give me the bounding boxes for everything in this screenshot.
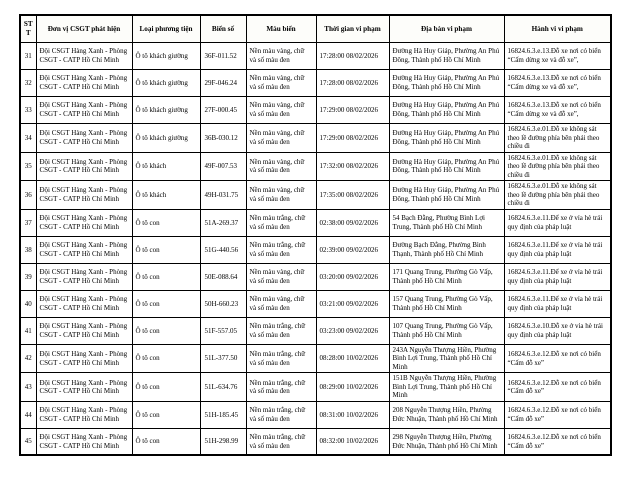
table-row — [20, 344, 611, 373]
table-row — [20, 152, 611, 181]
violations-table — [19, 14, 612, 456]
cell-time: 08:29:00 10/02/2026 — [316, 373, 389, 402]
cell-plate_color: Nền màu vàng, chữ và số màu đen — [246, 97, 316, 124]
cell-violation: 16824.6.3.e.12.Đỗ xe nơi có biển “Cấm đỗ xe” — [504, 373, 611, 402]
cell-stt: 36 — [20, 181, 36, 210]
table-row — [20, 428, 611, 455]
cell-stt: 37 — [20, 209, 36, 236]
cell-plate_color: Nền màu vàng, chữ và số màu đen — [246, 124, 316, 153]
cell-violation: 16824.6.3.e.12.Đỗ xe nơi có biển “Cấm đỗ xe” — [504, 344, 611, 373]
cell-plate: 50E-088.64 — [200, 263, 246, 290]
cell-time: 17:29:00 08/02/2026 — [316, 124, 389, 153]
cell-plate: 51L-377.50 — [200, 344, 246, 373]
cell-area: Đường Hà Huy Giáp, Phường An Phú Đông, Thành phố Hồ Chí Minh — [389, 43, 504, 70]
cell-vehicle_type: Ô tô con — [132, 209, 200, 236]
cell-area: Đường Bạch Đằng, Phường Bình Thạnh, Thành phố Hồ Chí Minh — [389, 236, 504, 263]
table-row — [20, 317, 611, 344]
table-row — [20, 401, 611, 428]
column-header-unit: Đơn vị CSGT phát hiện — [36, 15, 132, 43]
cell-plate_color: Nền màu trắng, chữ và số màu đen — [246, 344, 316, 373]
cell-vehicle_type: Ô tô con — [132, 401, 200, 428]
table-row — [20, 373, 611, 402]
column-header-area: Địa bàn vi phạm — [389, 15, 504, 43]
cell-violation: 16824.6.3.e.13.Đỗ xe nơi có biển “Cấm dừng xe và đỗ xe”, — [504, 97, 611, 124]
cell-unit: Đội CSGT Hàng Xanh - Phòng CSGT - CATP Hồ Chí Minh — [36, 124, 132, 153]
cell-unit: Đội CSGT Hàng Xanh - Phòng CSGT - CATP Hồ Chí Minh — [36, 428, 132, 455]
cell-time: 02:38:00 09/02/2026 — [316, 209, 389, 236]
cell-unit: Đội CSGT Hàng Xanh - Phòng CSGT - CATP Hồ Chí Minh — [36, 373, 132, 402]
cell-area: Đường Hà Huy Giáp, Phường An Phú Đông, Thành phố Hồ Chí Minh — [389, 152, 504, 181]
table-row — [20, 70, 611, 97]
table-row — [20, 124, 611, 153]
cell-area: 298 Nguyễn Thượng Hiền, Phường Đức Nhuận, Thành phố Hồ Chí Minh — [389, 428, 504, 455]
cell-plate_color: Nền màu vàng, chữ và số màu đen — [246, 263, 316, 290]
cell-violation: 16824.6.3.e.12.Đỗ xe nơi có biển “Cấm đỗ xe” — [504, 401, 611, 428]
cell-unit: Đội CSGT Hàng Xanh - Phòng CSGT - CATP Hồ Chí Minh — [36, 263, 132, 290]
cell-area: 151B Nguyễn Thượng Hiền, Phường Bình Lợi Trung, Thành phố Hồ Chí Minh — [389, 373, 504, 402]
column-header-vehicle_type: Loại phương tiện — [132, 15, 200, 43]
cell-plate: 51H-298.99 — [200, 428, 246, 455]
cell-plate: 49H-031.75 — [200, 181, 246, 210]
cell-area: Đường Hà Huy Giáp, Phường An Phú Đông, Thành phố Hồ Chí Minh — [389, 70, 504, 97]
cell-stt: 35 — [20, 152, 36, 181]
cell-stt: 31 — [20, 43, 36, 70]
cell-plate: 27F-000.45 — [200, 97, 246, 124]
cell-vehicle_type: Ô tô khách giường — [132, 124, 200, 153]
column-header-stt: STT — [20, 15, 36, 43]
cell-plate: 51L-634.76 — [200, 373, 246, 402]
cell-plate_color: Nền màu vàng, chữ và số màu đen — [246, 43, 316, 70]
cell-unit: Đội CSGT Hàng Xanh - Phòng CSGT - CATP Hồ Chí Minh — [36, 97, 132, 124]
cell-vehicle_type: Ô tô con — [132, 317, 200, 344]
cell-plate_color: Nền màu vàng, chữ và số màu đen — [246, 152, 316, 181]
cell-area: Đường Hà Huy Giáp, Phường An Phú Đông, Thành phố Hồ Chí Minh — [389, 97, 504, 124]
violations-table-body — [20, 43, 611, 456]
cell-plate_color: Nền màu trắng, chữ và số màu đen — [246, 401, 316, 428]
cell-vehicle_type: Ô tô khách giường — [132, 43, 200, 70]
table-row — [20, 263, 611, 290]
cell-plate_color: Nền màu vàng, chữ và số màu đen — [246, 70, 316, 97]
cell-unit: Đội CSGT Hàng Xanh - Phòng CSGT - CATP Hồ Chí Minh — [36, 70, 132, 97]
cell-stt: 34 — [20, 124, 36, 153]
cell-time: 08:28:00 10/02/2026 — [316, 344, 389, 373]
cell-plate: 49F-007.53 — [200, 152, 246, 181]
cell-violation: 16824.6.3.e.11.Để xe ở vỉa hè trái quy định của pháp luật — [504, 209, 611, 236]
cell-violation: 16824.6.3.e.11.Để xe ở vỉa hè trái quy định của pháp luật — [504, 263, 611, 290]
cell-time: 17:28:00 08/02/2026 — [316, 43, 389, 70]
column-header-violation: Hành vi vi phạm — [504, 15, 611, 43]
table-row — [20, 290, 611, 317]
column-header-plate: Biển số — [200, 15, 246, 43]
cell-unit: Đội CSGT Hàng Xanh - Phòng CSGT - CATP Hồ Chí Minh — [36, 43, 132, 70]
cell-area: 171 Quang Trung, Phường Gò Vấp, Thành phố Hồ Chí Minh — [389, 263, 504, 290]
cell-violation: 16824.6.3.e.13.Đỗ xe nơi có biển “Cấm dừng xe và đỗ xe”, — [504, 70, 611, 97]
table-header-row — [20, 15, 611, 43]
cell-unit: Đội CSGT Hàng Xanh - Phòng CSGT - CATP Hồ Chí Minh — [36, 236, 132, 263]
cell-plate_color: Nền màu trắng, chữ và số màu đen — [246, 373, 316, 402]
cell-unit: Đội CSGT Hàng Xanh - Phòng CSGT - CATP Hồ Chí Minh — [36, 152, 132, 181]
cell-area: 157 Quang Trung, Phường Gò Vấp, Thành phố Hồ Chí Minh — [389, 290, 504, 317]
cell-plate: 51H-185.45 — [200, 401, 246, 428]
cell-violation: 16824.6.3.e.10.Đỗ xe ở vỉa hè trái quy định của pháp luật — [504, 317, 611, 344]
table-header — [20, 15, 611, 43]
column-header-plate_color: Màu biển — [246, 15, 316, 43]
cell-stt: 43 — [20, 373, 36, 402]
cell-unit: Đội CSGT Hàng Xanh - Phòng CSGT - CATP Hồ Chí Minh — [36, 181, 132, 210]
cell-time: 08:31:00 10/02/2026 — [316, 401, 389, 428]
cell-vehicle_type: Ô tô con — [132, 290, 200, 317]
cell-area: 54 Bạch Đằng, Phường Bình Lợi Trung, Thành phố Hồ Chí Minh — [389, 209, 504, 236]
cell-violation: 16824.6.3.e.01.Đỗ xe không sát theo lề đường phía bên phải theo chiều đi — [504, 181, 611, 210]
cell-area: 208 Nguyễn Thượng Hiền, Phường Đức Nhuận, Thành phố Hồ Chí Minh — [389, 401, 504, 428]
table-row — [20, 209, 611, 236]
cell-time: 17:32:00 08/02/2026 — [316, 152, 389, 181]
cell-unit: Đội CSGT Hàng Xanh - Phòng CSGT - CATP Hồ Chí Minh — [36, 209, 132, 236]
cell-vehicle_type: Ô tô khách giường — [132, 97, 200, 124]
cell-area: 107 Quang Trung, Phường Gò Vấp, Thành phố Hồ Chí Minh — [389, 317, 504, 344]
cell-plate: 51G-440.56 — [200, 236, 246, 263]
cell-violation: 16824.6.3.e.11.Để xe ở vỉa hè trái quy định của pháp luật — [504, 290, 611, 317]
cell-stt: 45 — [20, 428, 36, 455]
cell-time: 02:39:00 09/02/2026 — [316, 236, 389, 263]
cell-stt: 33 — [20, 97, 36, 124]
cell-violation: 16824.6.3.e.12.Đỗ xe nơi có biển “Cấm đỗ xe” — [504, 428, 611, 455]
cell-time: 17:35:00 08/02/2026 — [316, 181, 389, 210]
cell-vehicle_type: Ô tô khách — [132, 152, 200, 181]
cell-vehicle_type: Ô tô con — [132, 428, 200, 455]
table-row — [20, 236, 611, 263]
cell-vehicle_type: Ô tô con — [132, 344, 200, 373]
cell-violation: 16824.6.3.e.01.Đỗ xe không sát theo lề đường phía bên phải theo chiều đi — [504, 124, 611, 153]
cell-time: 03:23:00 09/02/2026 — [316, 317, 389, 344]
cell-plate_color: Nền màu vàng, chữ và số màu đen — [246, 181, 316, 210]
table-row — [20, 97, 611, 124]
cell-violation: 16824.6.3.e.01.Đỗ xe không sát theo lề đường phía bên phải theo chiều đi — [504, 152, 611, 181]
cell-unit: Đội CSGT Hàng Xanh - Phòng CSGT - CATP Hồ Chí Minh — [36, 344, 132, 373]
cell-plate: 36F-011.52 — [200, 43, 246, 70]
cell-vehicle_type: Ô tô khách giường — [132, 70, 200, 97]
cell-stt: 42 — [20, 344, 36, 373]
cell-time: 08:32:00 10/02/2026 — [316, 428, 389, 455]
table-row — [20, 181, 611, 210]
cell-area: Đường Hà Huy Giáp, Phường An Phú Đông, Thành phố Hồ Chí Minh — [389, 124, 504, 153]
cell-time: 03:21:00 09/02/2026 — [316, 290, 389, 317]
cell-vehicle_type: Ô tô con — [132, 263, 200, 290]
cell-stt: 40 — [20, 290, 36, 317]
cell-stt: 32 — [20, 70, 36, 97]
cell-plate: 50H-660.23 — [200, 290, 246, 317]
table-row — [20, 43, 611, 70]
cell-vehicle_type: Ô tô con — [132, 373, 200, 402]
cell-unit: Đội CSGT Hàng Xanh - Phòng CSGT - CATP Hồ Chí Minh — [36, 290, 132, 317]
cell-area: Đường Hà Huy Giáp, Phường An Phú Đông, Thành phố Hồ Chí Minh — [389, 181, 504, 210]
cell-plate_color: Nền màu trắng, chữ và số màu đen — [246, 236, 316, 263]
cell-plate: 36B-030.12 — [200, 124, 246, 153]
cell-vehicle_type: Ô tô con — [132, 236, 200, 263]
column-header-time: Thời gian vi phạm — [316, 15, 389, 43]
cell-plate_color: Nền màu trắng, chữ và số màu đen — [246, 209, 316, 236]
cell-time: 17:28:00 08/02/2026 — [316, 70, 389, 97]
cell-stt: 38 — [20, 236, 36, 263]
cell-time: 17:29:00 08/02/2026 — [316, 97, 389, 124]
cell-stt: 39 — [20, 263, 36, 290]
cell-violation: 16824.6.3.e.13.Đỗ xe nơi có biển “Cấm dừng xe và đỗ xe”, — [504, 43, 611, 70]
cell-violation: 16824.6.3.e.11.Để xe ở vỉa hè trái quy định của pháp luật — [504, 236, 611, 263]
cell-plate: 51A-269.37 — [200, 209, 246, 236]
cell-plate_color: Nền màu trắng, chữ và số màu đen — [246, 428, 316, 455]
cell-plate_color: Nền màu trắng, chữ và số màu đen — [246, 317, 316, 344]
cell-plate_color: Nền màu vàng, chữ và số màu đen — [246, 290, 316, 317]
cell-time: 03:20:00 09/02/2026 — [316, 263, 389, 290]
cell-unit: Đội CSGT Hàng Xanh - Phòng CSGT - CATP Hồ Chí Minh — [36, 401, 132, 428]
cell-plate: 51F-557.05 — [200, 317, 246, 344]
cell-plate: 29F-046.24 — [200, 70, 246, 97]
cell-stt: 41 — [20, 317, 36, 344]
cell-vehicle_type: Ô tô khách — [132, 181, 200, 210]
cell-area: 243A Nguyễn Thượng Hiền, Phường Bình Lợi Trung, Thành phố Hồ Chí Minh — [389, 344, 504, 373]
cell-stt: 44 — [20, 401, 36, 428]
cell-unit: Đội CSGT Hàng Xanh - Phòng CSGT - CATP Hồ Chí Minh — [36, 317, 132, 344]
